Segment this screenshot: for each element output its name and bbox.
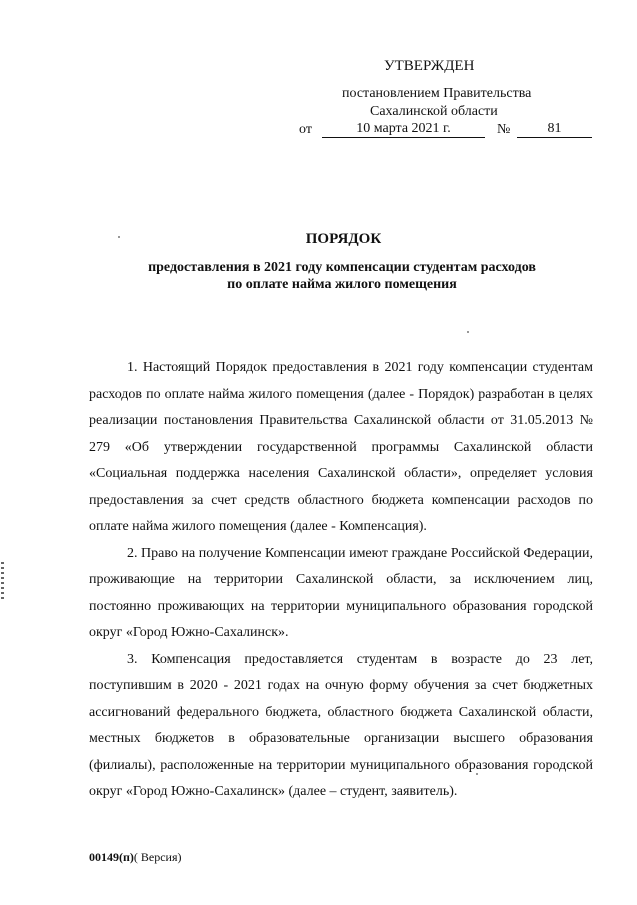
decree-date: 10 марта 2021 г. bbox=[322, 121, 485, 138]
decree-line-2: Сахалинской области bbox=[370, 104, 498, 119]
scan-speck bbox=[467, 331, 469, 333]
scan-margin-marks bbox=[1, 562, 4, 602]
document-subtitle: предоставления в 2021 году компенсации студентам расходов по оплате найма жилого помещения bbox=[148, 260, 536, 292]
scan-speck bbox=[476, 773, 478, 775]
decree-line-1: постановлением Правительства bbox=[342, 86, 532, 101]
paragraph-3: 3. Компенсация предоставляется студентам в возрасте до 23 лет, поступившим в 2020 - 2021 годах на очную форму обучения за счет бюджетных ассигнований федерального бюджета, областного бюджета Сахалинской области, местных бюджетов в образовательные организации высшего образования (филиалы), расположенные на территории муниципального образования городской округ «Город Южно-Сахалинск» (далее – студент, заявитель). bbox=[89, 651, 593, 799]
paragraph-2: 2. Право на получение Компенсации имеют граждане Российской Федерации, проживающие на территории Сахалинской области, за исключением лиц, постоянно проживающих на территории муниципального образования городской округ «Город Южно-Сахалинск». bbox=[89, 545, 593, 640]
scan-speck bbox=[118, 236, 120, 238]
document-version: ( Версия) bbox=[133, 850, 182, 864]
document-body bbox=[89, 355, 593, 806]
from-label: от bbox=[299, 122, 312, 137]
approved-label: УТВЕРЖДЕН bbox=[384, 58, 475, 74]
paragraph-1: 1. Настоящий Порядок предоставления в 2021 году компенсации студентам расходов по оплате найма жилого помещения (далее - Порядок) разработан в целях реализации постановления Правительства Сахалинской области от 31.05.2013 № 279 «Об утверждении государственной программы Сахалинской области «Социальная поддержка населения Сахалинской области», определяет условия предоставления за счет средств областного бюджета компенсации расходов по оплате найма жилого помещения (далее - Компенсация). bbox=[89, 360, 593, 534]
decree-number: 81 bbox=[517, 121, 592, 138]
document-heading bbox=[0, 231, 637, 293]
footer bbox=[89, 850, 182, 865]
document-title: ПОРЯДОК bbox=[305, 231, 382, 247]
number-sign: № bbox=[497, 122, 511, 137]
document-code: 00149(п) bbox=[89, 850, 134, 864]
